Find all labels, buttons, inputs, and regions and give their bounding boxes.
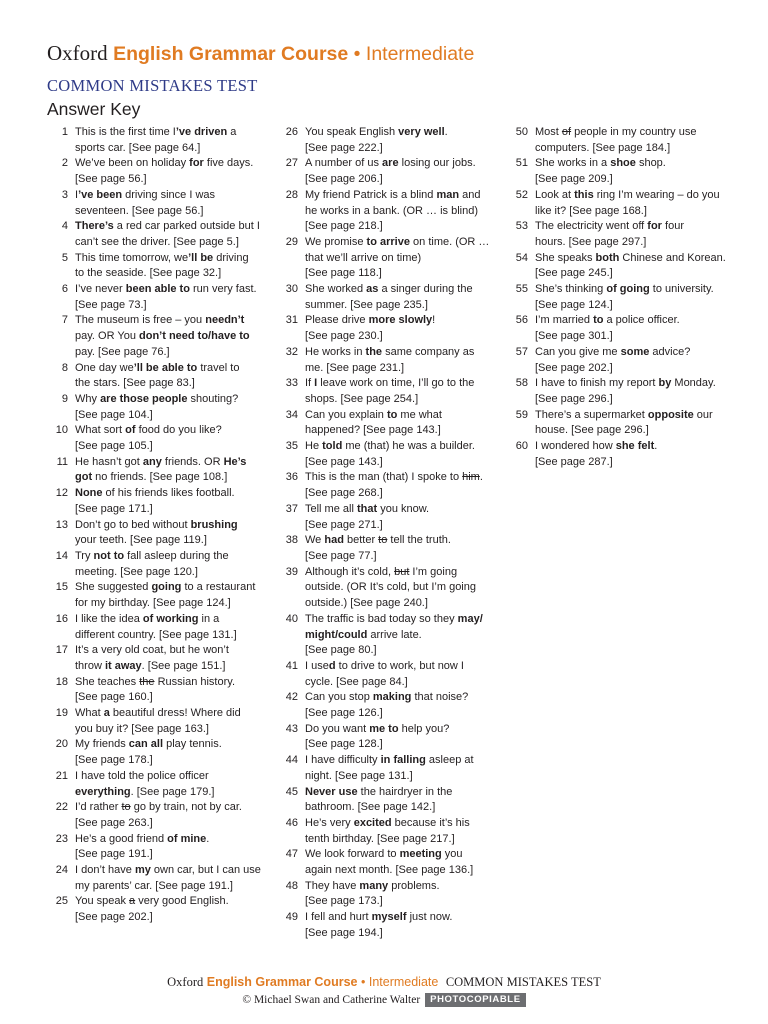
answer-item [47,282,269,313]
answer-text: You speak English very well. [See page 222.] [305,126,448,154]
answer-number: 16 [55,612,68,625]
answer-item [47,518,269,549]
answer-item [507,313,729,344]
answer-text: Tell me all that you know. [See page 271.] [305,502,430,531]
copyright-text: © Michael Swan and Catherine Walter [242,994,421,1006]
answer-text: He works in the same company as me. [See page 231.] [305,345,475,374]
answer-item [47,737,269,768]
answer-item [47,423,269,454]
answer-number: 45 [285,785,298,798]
footer-course: English Grammar Course [206,975,358,989]
answer-number: 46 [285,816,298,829]
footer-level: Intermediate [368,975,439,989]
answer-text: None of his friends likes football. [See page 171.] [75,487,235,515]
answer-number: 54 [515,251,528,264]
answer-text: What a beautiful dress! Where did you buy it? [See page 163.] [75,707,241,735]
answer-number: 30 [285,283,298,296]
answer-text: It’s a very old coat, but he won’t throw it away. [See page 151.] [75,644,229,672]
answer-number: 1 [61,126,68,138]
answer-text: What sort of food do you like? [See page 105.] [75,424,222,453]
answer-item [277,847,499,878]
answer-item [277,690,499,721]
answer-number: 56 [515,314,528,327]
answer-item [277,376,499,407]
answer-text: Try not to fall asleep during the meeting. [See page 120.] [75,549,229,578]
answer-text: We promise to arrive on time. (OR … that we’ll arrive on time) [See page 118.] [305,235,490,280]
answer-number: 49 [285,911,298,924]
answer-text: Look at this ring I’m wearing – do you like it? [See page 168.] [535,188,720,217]
answer-text: She speaks both Chinese and Korean. [See page 245.] [535,251,726,280]
answer-number: 43 [285,722,298,735]
title-bullet: • [353,43,361,65]
answer-number: 37 [285,502,298,515]
book-title [47,40,474,67]
answer-item [277,565,499,612]
answer-item [507,376,729,407]
photocopiable-badge: PHOTOCOPIABLE [425,993,526,1007]
answer-item [47,188,269,219]
answer-number: 7 [61,314,68,327]
answer-text: They have many problems. [See page 173.] [305,879,440,908]
footer-brand: Oxford [167,975,204,989]
answer-number: 28 [285,188,298,201]
answer-item [277,345,499,376]
answer-item [47,549,269,580]
answer-number: 38 [285,534,298,547]
answer-item [507,125,729,156]
course-name: English Grammar Course [113,43,349,65]
answer-number: 29 [285,235,298,248]
answer-number: 36 [285,471,298,484]
answer-text: If I leave work on time, I’ll go to the shops. [See page 254.] [305,377,475,405]
answer-number: 32 [285,345,298,358]
answer-item [507,156,729,187]
answer-number: 48 [285,879,298,892]
answer-text: Do you want me to help you? [See page 128.] [305,722,450,751]
answer-item [47,800,269,831]
answer-item [507,251,729,282]
answer-number: 11 [56,455,68,468]
answer-text: You speak a very good English. [See page 202.] [75,895,229,924]
answer-number: 57 [515,345,528,358]
answer-number: 20 [55,738,68,751]
answer-number: 42 [285,691,298,704]
answer-text: Can you give me some advice? [See page 202.] [535,345,691,374]
answer-item [47,769,269,800]
footer-test-title: COMMON MISTAKES TEST [445,975,601,989]
answer-number: 19 [55,707,68,720]
answer-item [277,785,499,816]
answer-item [47,361,269,392]
answer-item [507,282,729,313]
answer-text: He told me (that) he was a builder. [See page 143.] [305,440,475,468]
answer-text: I fell and hurt myself just now. [See page 194.] [305,911,453,939]
answer-text: The electricity went off for four hours. [See page 297.] [535,220,684,248]
answer-number: 24 [55,864,68,877]
answer-number: 21 [55,769,68,782]
answer-item [47,832,269,863]
answer-number: 8 [61,361,68,374]
answer-text: Can you explain to me what happened? [See page 143.] [305,408,442,437]
answer-number: 40 [285,612,298,625]
answer-text: My friend Patrick is a blind man and he works in a bank. (OR … is blind) [See page 218.] [305,188,481,233]
answer-item [277,502,499,533]
page-footer [0,974,768,1008]
answer-item [277,533,499,564]
answer-number: 47 [285,848,298,861]
answer-text: I’ve never been able to run very fast. [See page 73.] [75,283,257,311]
answer-item [507,408,729,439]
answer-text: Most of people in my country use computers. [See page 184.] [535,126,697,154]
answer-text: We’ve been on holiday for five days. [See page 56.] [75,157,254,186]
answer-item [507,188,729,219]
answer-text: I wondered how she felt. [See page 287.] [535,440,658,468]
answer-text: He’s a good friend of mine. [See page 191.] [75,832,210,861]
answer-number: 4 [61,220,68,233]
answer-number: 50 [515,126,528,138]
answer-text: We look forward to meeting you again next month. [See page 136.] [305,848,474,877]
answer-text: I have told the police officer everything. [See page 179.] [75,769,215,798]
answer-item [47,392,269,423]
answer-item [47,313,269,360]
answer-item [277,313,499,344]
answer-number: 2 [61,157,68,170]
course-level: Intermediate [365,43,475,65]
answer-number: 41 [285,659,298,672]
answer-number: 55 [515,283,528,296]
answer-number: 52 [515,188,528,201]
answer-text: I’ve been driving since I was seventeen. [See page 56.] [75,188,216,217]
answer-number: 31 [285,314,298,327]
answer-number: 44 [285,754,298,767]
answer-text: There’s a supermarket opposite our house. [See page 296.] [535,408,713,437]
answer-number: 51 [515,157,528,170]
answer-item [507,439,729,470]
answer-number: 15 [55,581,68,594]
answer-item [507,345,729,376]
answer-number: 13 [55,518,68,531]
answer-text: Never use the hairdryer in the bathroom. [See page 142.] [305,785,453,814]
answer-number: 9 [61,392,68,405]
answer-text: I’d rather to go by train, not by car. [See page 263.] [75,801,242,829]
answer-text: Why are those people shouting? [See page 104.] [75,392,239,421]
answer-item [277,235,499,282]
answer-text: We had better to tell the truth. [See page 77.] [305,534,451,562]
answer-text: There’s a red car parked outside but I can’t see the driver. [See page 5.] [75,220,260,248]
test-title: COMMON MISTAKES TEST [47,76,258,95]
answer-item [47,156,269,187]
answer-number: 35 [285,440,298,453]
answer-text: Although it’s cold, but I’m going outside. (OR It’s cold, but I’m going outside.) [See page 240.] [305,565,476,610]
answer-item [47,125,269,156]
answer-text: Can you stop making that noise? [See page 126.] [305,691,469,720]
brand-name: Oxford [47,41,108,65]
answer-text: I’m married to a police officer. [See page 301.] [535,314,680,343]
answer-text: She’s thinking of going to university. [See page 124.] [535,283,714,311]
answer-text: He’s very excited because it’s his tenth birthday. [See page 217.] [305,816,470,845]
footer-book-title [0,974,768,991]
answer-item [277,722,499,753]
answers-column-3 [507,125,729,470]
answer-number: 6 [61,283,68,296]
answer-number: 27 [285,157,298,170]
answer-item [277,470,499,501]
answer-number: 26 [285,126,298,138]
answer-number: 5 [61,251,68,264]
footer-copyright-line [0,992,768,1008]
footer-bullet: • [360,975,366,989]
answer-text: My friends can all play tennis. [See page 178.] [75,738,222,767]
answer-item [47,894,269,925]
answer-number: 18 [55,675,68,688]
answer-number: 33 [285,377,298,390]
answer-item [47,580,269,611]
answer-item [277,879,499,910]
answer-item [277,439,499,470]
answer-item [47,612,269,643]
answer-text: This is the man (that) I spoke to him. [See page 268.] [305,471,483,500]
answer-text: This is the first time I’ve driven a sports car. [See page 64.] [75,126,237,154]
answers-column-2 [277,125,499,942]
answer-text: She teaches the Russian history. [See page 160.] [75,675,236,704]
answer-number: 17 [55,644,68,657]
answer-number: 59 [515,408,528,421]
answer-item [47,863,269,894]
answer-item [277,753,499,784]
answer-text: I like the idea of working in a different country. [See page 131.] [75,612,237,641]
answer-text: She worked as a singer during the summer. [See page 235.] [305,283,473,311]
answer-text: I don’t have my own car, but I can use my parents’ car. [See page 191.] [75,864,261,892]
answer-text: Please drive more slowly! [See page 230.] [305,314,436,343]
answer-number: 60 [515,440,528,453]
answer-item [47,706,269,737]
answer-item [507,219,729,250]
page-title: Answer Key [47,99,141,119]
answer-text: This time tomorrow, we’ll be driving to the seaside. [See page 32.] [75,251,249,280]
answer-item [47,455,269,486]
answer-number: 39 [285,565,298,578]
page-header [47,40,474,120]
answer-number: 10 [55,424,68,437]
answer-text: He hasn’t got any friends. OR He’s got no friends. [See page 108.] [75,455,247,484]
answer-item [47,643,269,674]
answer-item [277,612,499,659]
answer-text: She works in a shoe shop. [See page 209.] [535,157,666,186]
answer-number: 3 [61,188,68,201]
answer-text: She suggested going to a restaurant for my birthday. [See page 124.] [75,581,256,610]
answer-item [277,282,499,313]
answer-number: 12 [55,487,68,500]
answer-text: I used to drive to work, but now I cycle. [See page 84.] [305,659,464,688]
answer-text: A number of us are losing our jobs. [See page 206.] [305,157,476,186]
answer-item [277,910,499,941]
answer-item [47,219,269,250]
answer-item [277,408,499,439]
answer-item [277,816,499,847]
answer-item [277,125,499,156]
answer-item [277,156,499,187]
answer-item [277,659,499,690]
answer-number: 14 [55,549,68,562]
answer-number: 22 [55,801,68,814]
answer-number: 25 [55,895,68,908]
answer-text: Don’t go to bed without brushing your teeth. [See page 119.] [75,518,238,547]
answer-number: 34 [285,408,298,421]
answers-column-1 [47,125,269,926]
answer-text: I have to finish my report by Monday. [See page 296.] [535,377,716,405]
answer-item [47,486,269,517]
answer-number: 58 [515,377,528,390]
answer-item [277,188,499,235]
answer-number: 53 [515,220,528,233]
answer-number: 23 [55,832,68,845]
answer-text: The traffic is bad today so they may/ might/could arrive late. [See page 80.] [305,612,483,657]
answer-text: The museum is free – you needn’t pay. OR You don’t need to/have to pay. [See page 76.] [75,314,250,358]
answer-item [47,675,269,706]
answer-item [47,251,269,282]
answer-text: One day we’ll be able to travel to the stars. [See page 83.] [75,361,240,390]
answer-text: I have difficulty in falling asleep at night. [See page 131.] [305,754,474,782]
